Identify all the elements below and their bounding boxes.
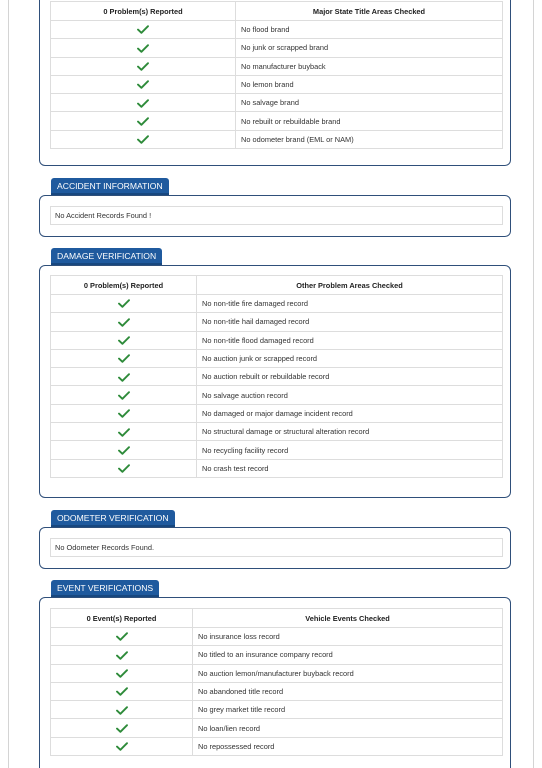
events-panel [39,597,511,768]
table-row [51,39,503,57]
table-row [51,441,503,459]
report-page [8,0,534,768]
table-header-row [51,2,503,21]
check-icon [118,336,130,345]
event-rows [51,628,503,756]
status-cell [51,130,236,148]
problems-reported-header: 0 Problem(s) Reported [51,2,236,21]
check-description: No rebuilt or rebuildable brand [236,112,503,130]
check-icon [118,464,130,473]
table-row [51,701,503,719]
check-description: No manufacturer buyback [236,57,503,75]
check-icon [116,742,128,751]
check-description: No loan/lien record [193,719,503,737]
check-description: No damaged or major damage incident record [197,404,503,422]
check-icon [116,687,128,696]
table-row [51,21,503,39]
odometer-message: No Odometer Records Found. [50,538,503,557]
status-cell [51,646,193,664]
check-icon [118,299,130,308]
check-description: No auction rebuilt or rebuildable record [197,368,503,386]
check-description: No insurance loss record [193,628,503,646]
damage-table [50,275,503,478]
check-description: No abandoned title record [193,682,503,700]
problems-reported-header: 0 Problem(s) Reported [51,276,197,295]
check-icon [118,428,130,437]
status-cell [51,368,197,386]
accident-tab: ACCIDENT INFORMATION [51,178,169,195]
status-cell [51,112,236,130]
check-icon [137,135,149,144]
table-row [51,386,503,404]
status-cell [51,719,193,737]
check-description: No non-title hail damaged record [197,313,503,331]
status-cell [51,21,236,39]
check-description: No salvage brand [236,94,503,112]
status-cell [51,737,193,755]
check-description: No auction junk or scrapped record [197,349,503,367]
table-row [51,112,503,130]
table-row [51,331,503,349]
table-row [51,423,503,441]
check-description: No auction lemon/manufacturer buyback record [193,664,503,682]
check-icon [137,25,149,34]
check-description: No salvage auction record [197,386,503,404]
status-cell [51,664,193,682]
table-row [51,737,503,755]
damage-panel [39,265,511,498]
table-row [51,57,503,75]
check-icon [116,632,128,641]
accident-section [39,178,511,238]
odometer-panel [39,527,511,569]
check-description: No non-title flood damaged record [197,331,503,349]
check-description: No junk or scrapped brand [236,39,503,57]
status-cell [51,459,197,477]
status-cell [51,57,236,75]
status-cell [51,682,193,700]
check-icon [137,62,149,71]
check-description: No non-title fire damaged record [197,295,503,313]
check-icon [116,724,128,733]
status-cell [51,39,236,57]
status-cell [51,94,236,112]
check-icon [137,99,149,108]
status-cell [51,313,197,331]
damage-tab: DAMAGE VERIFICATION [51,248,162,265]
status-cell [51,441,197,459]
title-check-rows [51,21,503,149]
table-row [51,646,503,664]
table-row [51,349,503,367]
table-row [51,404,503,422]
table-row [51,313,503,331]
events-reported-header: 0 Event(s) Reported [51,609,193,628]
check-icon [118,373,130,382]
check-description: No structural damage or structural alteration record [197,423,503,441]
check-icon [137,44,149,53]
status-cell [51,701,193,719]
table-header-row [51,609,503,628]
accident-panel [39,195,511,237]
table-row [51,682,503,700]
odometer-tab: ODOMETER VERIFICATION [51,510,175,527]
check-description: No recycling facility record [197,441,503,459]
check-icon [118,354,130,363]
check-description: No odometer brand (EML or NAM) [236,130,503,148]
check-icon [118,391,130,400]
check-icon [137,80,149,89]
events-tab: EVENT VERIFICATIONS [51,580,159,597]
areas-checked-header: Other Problem Areas Checked [197,276,503,295]
check-icon [118,446,130,455]
table-row [51,628,503,646]
odometer-section [39,510,511,570]
table-row [51,75,503,93]
check-icon [116,651,128,660]
check-description: No flood brand [236,21,503,39]
title-check-table [50,1,503,149]
damage-section [39,248,511,500]
status-cell [51,295,197,313]
check-description: No lemon brand [236,75,503,93]
check-icon [137,117,149,126]
damage-rows [51,295,503,478]
status-cell [51,628,193,646]
check-icon [116,669,128,678]
status-cell [51,386,197,404]
check-icon [118,409,130,418]
check-description: No titled to an insurance company record [193,646,503,664]
events-table [50,608,503,756]
table-row [51,664,503,682]
table-row [51,368,503,386]
title-check-section [39,0,511,167]
check-description: No grey market title record [193,701,503,719]
check-icon [118,318,130,327]
table-row [51,295,503,313]
check-description: No repossessed record [193,737,503,755]
accident-message: No Accident Records Found ! [50,206,503,225]
events-section [39,580,511,768]
events-checked-header: Vehicle Events Checked [193,609,503,628]
table-header-row [51,276,503,295]
table-row [51,719,503,737]
status-cell [51,349,197,367]
check-icon [116,706,128,715]
check-description: No crash test record [197,459,503,477]
status-cell [51,331,197,349]
table-row [51,94,503,112]
areas-checked-header: Major State Title Areas Checked [236,2,503,21]
status-cell [51,404,197,422]
title-check-panel [39,0,511,166]
table-row [51,130,503,148]
status-cell [51,423,197,441]
status-cell [51,75,236,93]
table-row [51,459,503,477]
